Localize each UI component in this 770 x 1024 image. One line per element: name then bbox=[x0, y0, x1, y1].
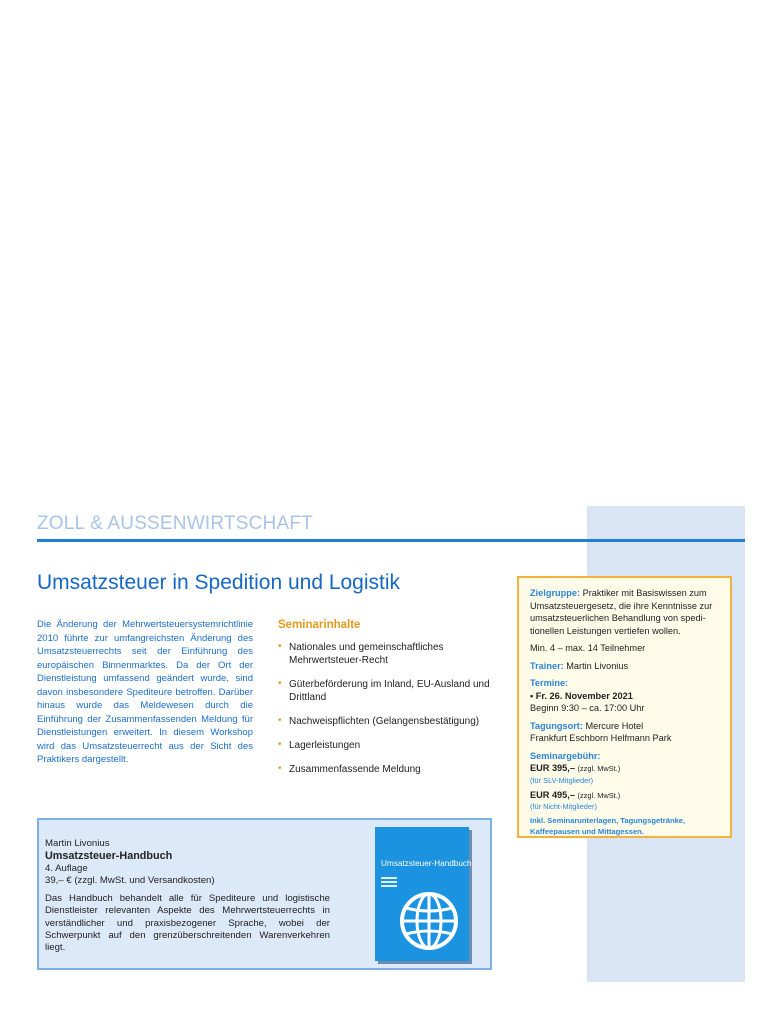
bullet-icon: • bbox=[278, 763, 282, 774]
bullet-icon: • bbox=[278, 739, 282, 750]
price-member-note: (für SLV-Mitglieder) bbox=[530, 775, 594, 785]
venue-label: Tagungsort: bbox=[530, 720, 583, 731]
venue-line1: Mercure Hotel bbox=[585, 720, 644, 731]
participants: Min. 4 – max. 14 Teilnehmer bbox=[530, 643, 646, 653]
price-nonmember-amount: EUR 495,– bbox=[530, 789, 575, 800]
book-title: Umsatzsteuer-Handbuch bbox=[45, 850, 173, 863]
price-member bbox=[530, 762, 719, 775]
book-price: 39,– € (zzgl. MwSt. und Versandkosten) bbox=[45, 874, 215, 886]
list-item bbox=[278, 715, 498, 728]
section-divider bbox=[37, 539, 745, 542]
book-description: Das Handbuch behandelt alle für Spediteure und logistische Dienstleister relevanten Aspekte des Mehrwertsteuerrechts in verständlicher und praxisbezogener Sprache, wobei der Schwerpunkt auf den grenzüberschreitenden Warenverkehren liegt. bbox=[45, 893, 330, 954]
topic-text: Zusammenfassende Meldung bbox=[289, 764, 421, 775]
price-nonmember-tax: (zzgl. MwSt.) bbox=[577, 790, 621, 800]
seminar-title: Umsatzsteuer in Spedition und Logistik bbox=[37, 571, 401, 594]
book-edition: 4. Auflage bbox=[45, 862, 88, 874]
price-member-amount: EUR 395,– bbox=[530, 763, 575, 773]
target-group-text: Praktiker mit Basiswissen zum Umsatzsteuergesetz, die ihre Kenntnisse zur umsatzsteuerlichen Behandlung von speditionellen Leistungen vertiefen wollen. bbox=[530, 588, 713, 636]
topic-text: Lagerleistungen bbox=[289, 740, 361, 751]
target-group bbox=[530, 587, 719, 637]
bullet-icon: • bbox=[278, 641, 282, 652]
book-cover-image bbox=[375, 827, 472, 961]
trainer-label: Trainer: bbox=[530, 660, 564, 671]
book-author: Martin Livonius bbox=[45, 838, 110, 849]
topic-text: Güterbeförderung im Inland, EU-Ausland und Drittland bbox=[289, 679, 490, 703]
globe-icon bbox=[397, 889, 461, 953]
dates-label: Termine: bbox=[530, 678, 569, 688]
topic-text: Nationales und gemeinschaftliches Mehrwertsteuer-Recht bbox=[289, 642, 444, 666]
bullet-icon: • bbox=[278, 715, 282, 726]
cover-decoration bbox=[381, 877, 397, 889]
seminar-intro: Die Änderung der Mehrwertsteuersystemrichtlinie 2010 führte zur umfangreichsten Änderung des Umsatzsteuerrechts seit der Einführung des europäischen Binnenmarktes. Da der Ort der Dienstleistung umfassend geändert wurde, sind davon insbesondere Spediteure betroffen. Darüber hinaus wurde das Meldewesen durch die Einführung der Zusammenfassenden Meldung für Dienstleistungen erweitert. In diesem Workshop wird das Umsatzsteuerrecht aus der Sicht des Praktikers dargestellt. bbox=[37, 619, 253, 765]
section-title: ZOLL & AUSSENWIRTSCHAFT bbox=[37, 513, 313, 534]
list-item bbox=[278, 739, 498, 752]
topics-heading: Seminarinhalte bbox=[278, 619, 361, 631]
time-entry: Beginn 9:30 – ca. 17:00 Uhr bbox=[530, 703, 645, 713]
price-nonmember-note: (für Nicht-Mitglieder) bbox=[530, 802, 597, 811]
seminar-info-box bbox=[517, 576, 732, 838]
topic-text: Nachweispflichten (Gelangensbestätigung) bbox=[289, 716, 480, 727]
date-entry: • Fr. 26. November 2021 bbox=[530, 690, 633, 701]
venue bbox=[530, 720, 719, 745]
inclusive-note: Inkl. Seminarunterlagen, Tagungsgetränke, Kaffeepausen und Mittagessen. bbox=[530, 816, 686, 836]
dates bbox=[530, 677, 719, 715]
book-promo-box bbox=[37, 818, 492, 970]
trainer bbox=[530, 660, 719, 673]
trainer-name: Martin Livonius bbox=[566, 660, 629, 671]
venue-line2: Frankfurt Eschborn Helfmann Park bbox=[530, 733, 672, 743]
list-item bbox=[278, 678, 498, 704]
fee bbox=[530, 750, 719, 813]
price-member-tax: (zzgl. MwSt.) bbox=[577, 764, 621, 773]
list-item bbox=[278, 641, 498, 667]
topics-list bbox=[278, 641, 498, 787]
list-item bbox=[278, 763, 498, 776]
cover-title: Umsatzsteuer-Handbuch bbox=[381, 859, 472, 868]
fee-label: Seminargebühr: bbox=[530, 750, 601, 761]
bullet-icon: • bbox=[278, 678, 282, 689]
book-details bbox=[45, 838, 330, 955]
price-nonmember bbox=[530, 789, 719, 802]
target-group-label: Zielgruppe: bbox=[530, 588, 581, 598]
